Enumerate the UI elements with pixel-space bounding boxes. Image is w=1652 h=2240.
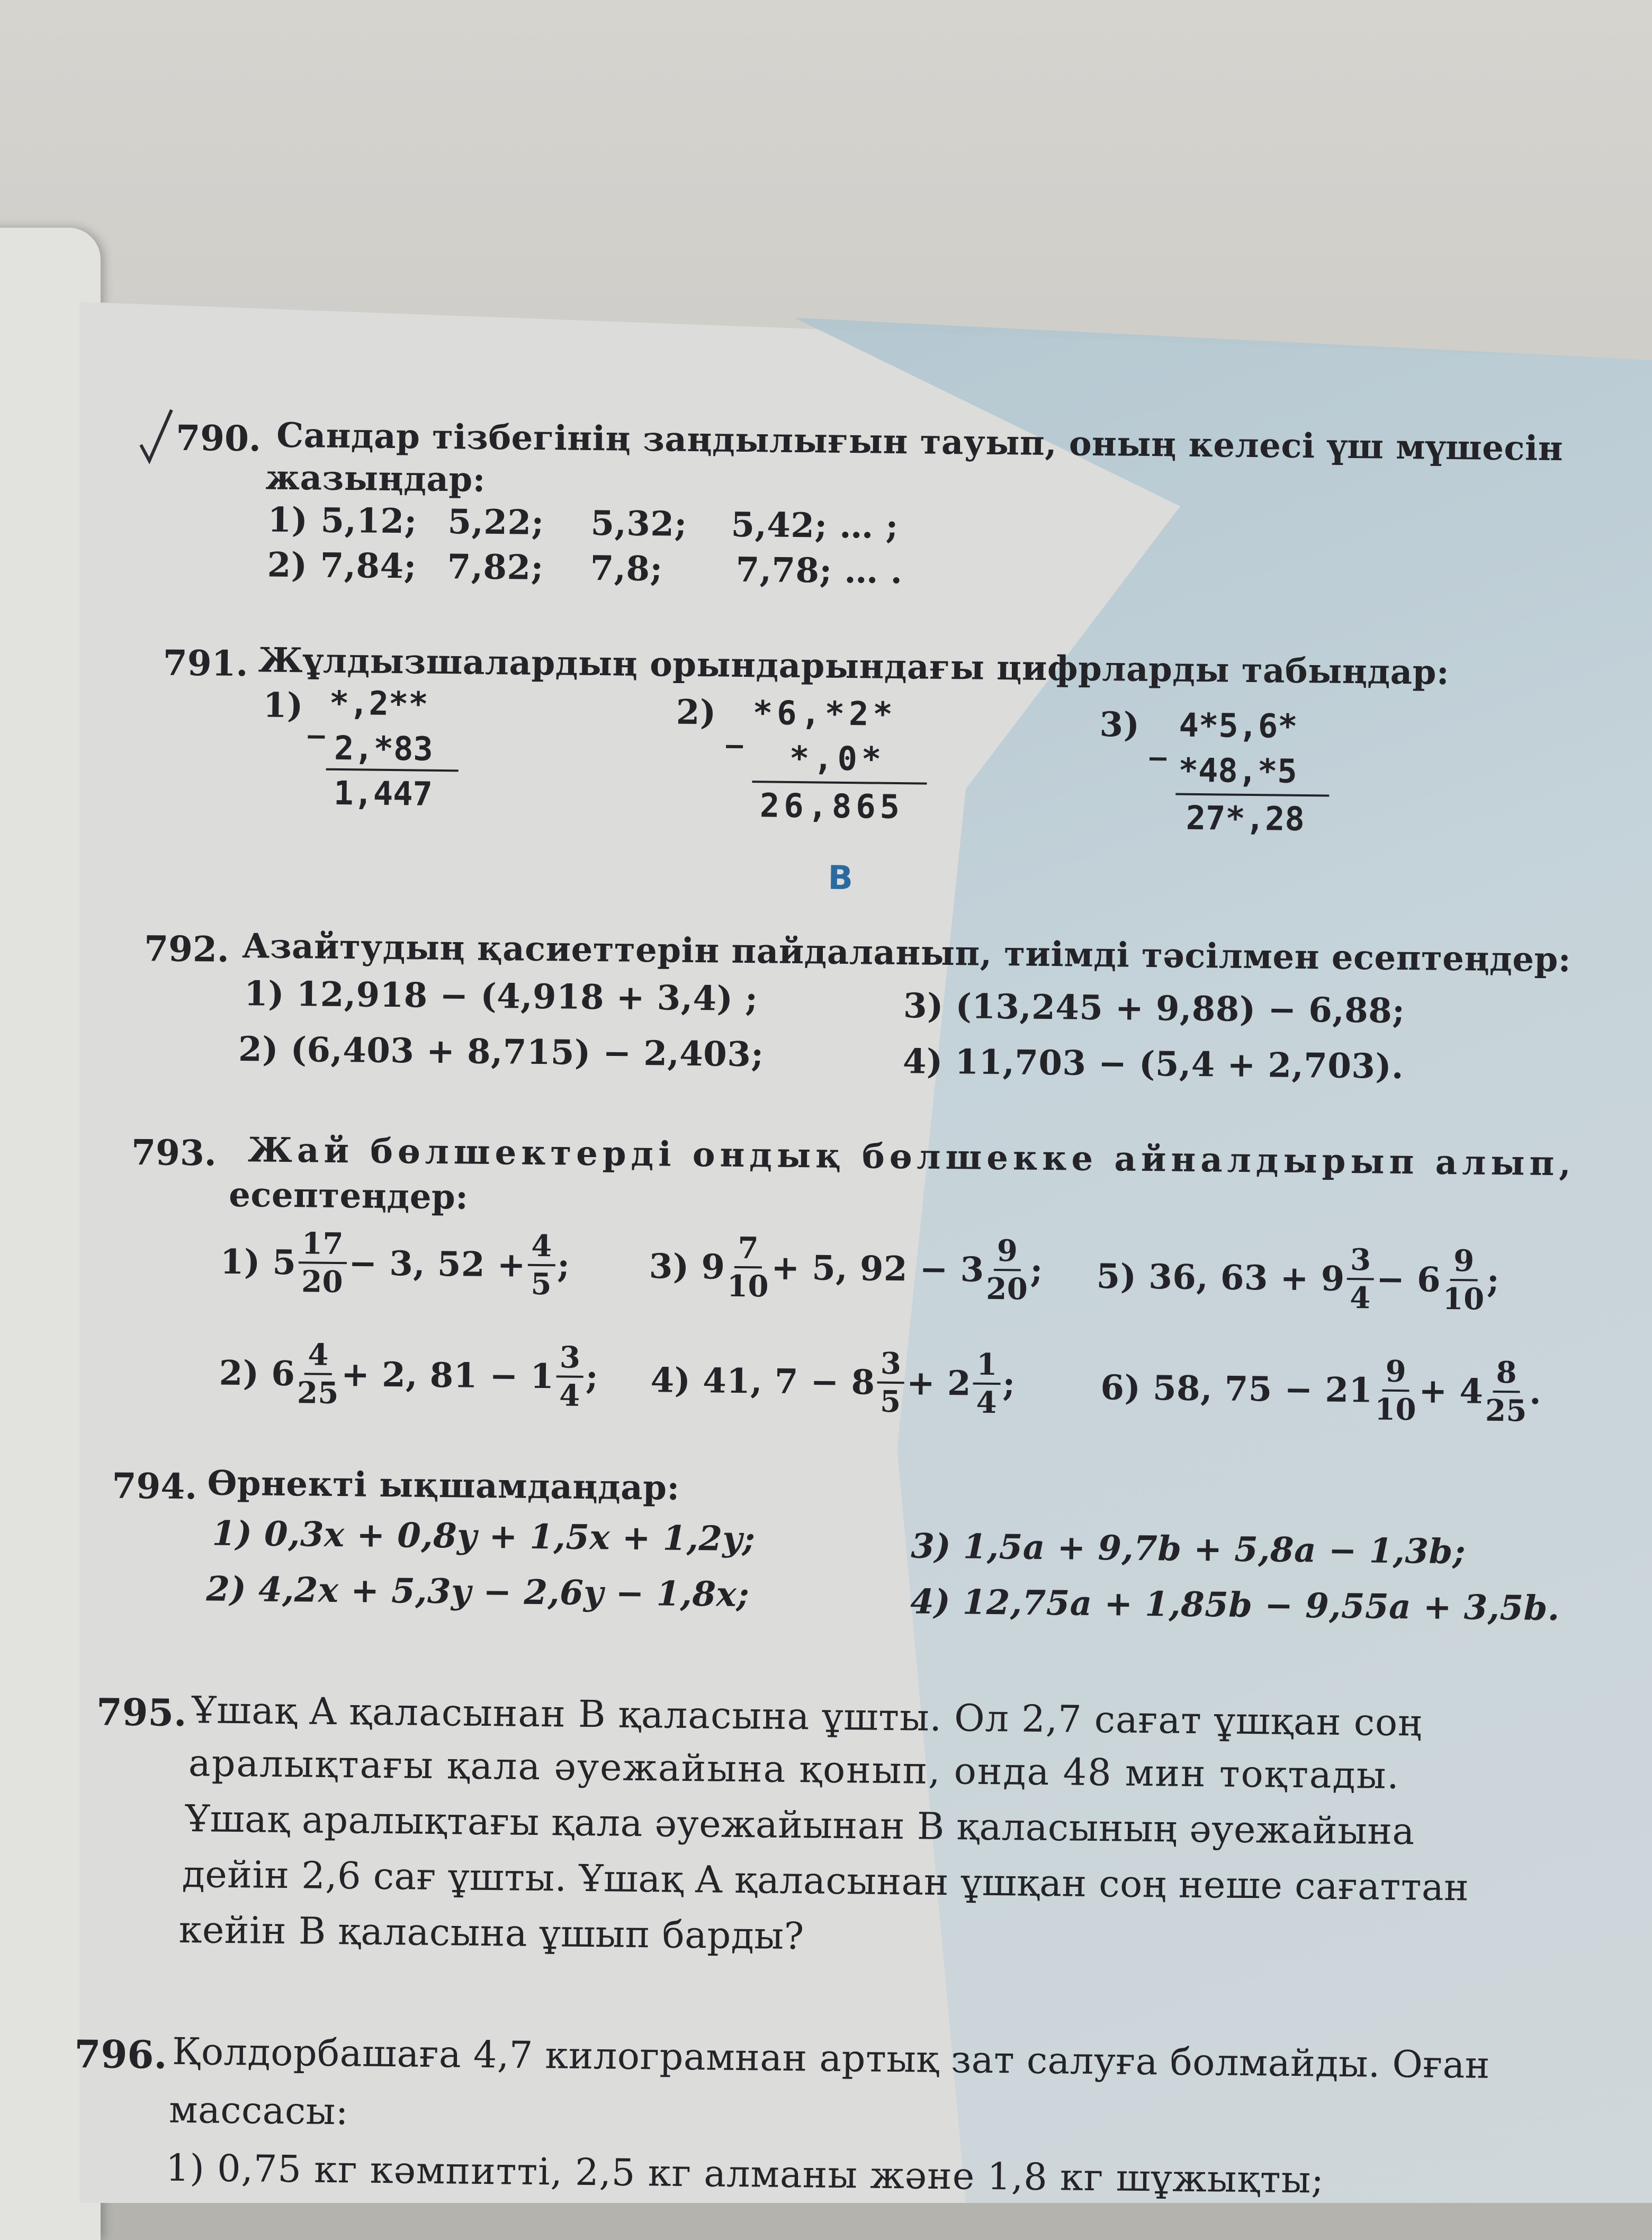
problem-791-c2-bottom: *,0* xyxy=(789,738,886,778)
problem-793-expr5 xyxy=(1096,1242,1500,1317)
problem-791-c2-top: *6,*2* xyxy=(752,693,897,733)
expr-middle: + 5, 92 − 3 xyxy=(771,1248,985,1290)
problem-790-text: Сандар тізбегінің заңдылығын тауып, оның келесі үш мүшесін xyxy=(276,415,1564,469)
denominator: 4 xyxy=(1349,1280,1371,1316)
problem-793-expr2 xyxy=(219,1339,599,1411)
problem-796-line: массасы: xyxy=(168,2087,349,2134)
expr-middle: − 3, 52 + xyxy=(348,1243,526,1285)
whole-part: 9 xyxy=(701,1247,725,1287)
problem-790-number: 790. xyxy=(175,417,262,460)
problem-794-text: Өрнекті ықшамдаңдар: xyxy=(207,1463,680,1508)
problem-791-c3-bottom: *48,*5 xyxy=(1178,750,1298,791)
problem-794-item2: 2) 4,2x + 5,3y − 2,6y − 1,8x; xyxy=(206,1569,750,1615)
expr-end: ; xyxy=(557,1245,570,1286)
fraction xyxy=(1442,1243,1485,1317)
problem-795-line: кейін B қаласына ұшып барды? xyxy=(178,1907,805,1958)
section-b-heading: В xyxy=(828,858,854,898)
fraction xyxy=(527,1228,555,1302)
numerator: 9 xyxy=(993,1236,1021,1271)
denominator: 10 xyxy=(1374,1392,1417,1428)
problem-791-c3-result: 27*,28 xyxy=(1186,798,1305,839)
problem-790-text-cont: жазыңдар: xyxy=(265,458,486,500)
problem-796-line: Қолдорбашаға 4,7 килограмнан артық зат салуға болмайды. Оған xyxy=(172,2029,1491,2087)
fraction xyxy=(1374,1354,1417,1428)
problem-793-expr6 xyxy=(1100,1354,1542,1429)
problem-791-c3-label: 3) xyxy=(1099,705,1140,745)
problem-795-line: Ұшақ A қаласынан B қаласына ұшты. Ол 2,7 сағат ұшқан соң xyxy=(191,1688,1423,1745)
problem-794-number: 794. xyxy=(112,1465,197,1508)
fraction xyxy=(297,1337,339,1411)
expr-middle: + 4 xyxy=(1418,1370,1484,1412)
problem-793-expr1 xyxy=(220,1228,570,1300)
problem-790-row1-label: 1) xyxy=(267,500,308,541)
problem-793-expr4 xyxy=(650,1346,1016,1421)
expr-label: 2) xyxy=(219,1353,259,1393)
fraction xyxy=(877,1346,905,1420)
problem-795-number: 795. xyxy=(96,1690,187,1735)
problem-792-text: Азайтудың қасиеттерін пайдаланып, тиімді тәсілмен есептеңдер: xyxy=(241,926,1572,980)
problem-794-item4: 4) 12,75a + 1,85b − 9,55a + 3,5b. xyxy=(910,1582,1560,1629)
expr-label: 5) xyxy=(1096,1256,1137,1297)
expr-middle: + 2, 81 − 1 xyxy=(340,1354,554,1396)
expr-end: ; xyxy=(1002,1364,1016,1404)
fraction xyxy=(973,1347,1001,1421)
numerator: 3 xyxy=(1347,1245,1375,1280)
fraction xyxy=(726,1230,769,1304)
expr-prefix: 36, 63 + 9 xyxy=(1148,1257,1345,1299)
subtraction-line xyxy=(326,768,459,772)
problem-791-text: Жұлдызшалардың орындарындағы цифрларды табыңдар: xyxy=(258,640,1450,693)
problem-791-c1-label: 1) xyxy=(263,685,304,726)
numerator: 3 xyxy=(877,1349,905,1384)
problem-792-number: 792. xyxy=(143,928,230,970)
problem-796-line: 1) 0,75 кг кәмпитті, 2,5 кг алманы және 1,8 кг шұжықты; xyxy=(165,2146,1325,2202)
fraction xyxy=(1346,1242,1375,1316)
problem-795-line: дейін 2,6 сағ ұшты. Ұшақ A қаласынан ұшқан соң неше сағаттан xyxy=(182,1852,1469,1910)
problem-792-item3: 3) (13,245 + 9,88) − 6,88; xyxy=(903,986,1405,1032)
problem-791-c2-result: 26,865 xyxy=(759,786,904,827)
problem-790-row2-term: 7,78; … . xyxy=(735,550,903,592)
problem-791-number: 791. xyxy=(163,642,248,685)
problem-790-row1-term: 5,12; xyxy=(320,500,417,542)
fraction xyxy=(298,1226,347,1300)
problem-793-text-cont: есептеңдер: xyxy=(228,1175,469,1217)
denominator: 10 xyxy=(1442,1281,1485,1317)
denominator: 20 xyxy=(985,1271,1028,1307)
expr-prefix: 58, 75 − 21 xyxy=(1152,1368,1373,1410)
problem-795-line: Ұшақ аралықтағы қала әуежайынан B қаласының әуежайына xyxy=(185,1797,1415,1853)
fraction xyxy=(1485,1355,1528,1429)
numerator: 17 xyxy=(299,1229,347,1264)
expr-end: ; xyxy=(1030,1250,1044,1291)
numerator: 1 xyxy=(973,1350,1001,1385)
minus-sign: _ xyxy=(308,699,326,739)
problem-792-item4: 4) 11,703 − (5,4 + 2,703). xyxy=(902,1042,1404,1087)
expr-end: ; xyxy=(585,1357,599,1397)
problem-793-text: Жай бөлшектерді ондық бөлшекке айналдырып алып, xyxy=(247,1130,1576,1184)
expr-middle: − 6 xyxy=(1376,1259,1441,1300)
denominator: 5 xyxy=(531,1266,552,1302)
denominator: 5 xyxy=(879,1384,902,1420)
whole-part: 6 xyxy=(271,1354,295,1394)
numerator: 4 xyxy=(304,1340,332,1375)
problem-791-c1-bottom: 2,*83 xyxy=(334,728,434,768)
denominator: 25 xyxy=(297,1375,339,1411)
numerator: 4 xyxy=(528,1231,555,1267)
numerator: 9 xyxy=(1382,1357,1409,1392)
problem-792-item1: 1) 12,918 − (4,918 + 3,4) ; xyxy=(244,974,758,1019)
problem-790-row1-term: 5,42; … ; xyxy=(731,505,899,547)
problem-794-item3: 3) 1,5a + 9,7b + 5,8a − 1,3b; xyxy=(910,1526,1466,1572)
denominator: 4 xyxy=(976,1385,998,1421)
problem-794-item1: 1) 0,3x + 0,8y + 1,5x + 1,2y; xyxy=(212,1513,756,1560)
minus-sign: _ xyxy=(1149,721,1168,761)
denominator: 25 xyxy=(1485,1393,1528,1429)
expr-label: 1) xyxy=(220,1242,261,1282)
problem-796-number: 796. xyxy=(74,2031,168,2077)
expr-middle: + 2 xyxy=(906,1363,972,1404)
fraction xyxy=(556,1342,584,1411)
numerator: 8 xyxy=(1493,1358,1520,1393)
subtraction-line xyxy=(1175,793,1329,797)
problem-791-c2-label: 2) xyxy=(676,692,717,733)
problem-790-row2-term: 7,82; xyxy=(447,547,544,588)
problem-793-number: 793. xyxy=(131,1131,217,1174)
expr-label: 3) xyxy=(649,1246,690,1287)
numerator: 9 xyxy=(1450,1246,1478,1282)
expr-end: . xyxy=(1529,1372,1542,1412)
problem-790-row2-term: 7,84; xyxy=(320,545,417,587)
numerator: 3 xyxy=(556,1342,584,1378)
problem-792-item2: 2) (6,403 + 8,715) − 2,403; xyxy=(238,1029,764,1075)
problem-790-row1-term: 5,22; xyxy=(447,502,544,543)
expr-label: 4) xyxy=(650,1360,691,1401)
subtraction-line xyxy=(752,781,927,784)
whole-part: 5 xyxy=(272,1242,297,1283)
fraction xyxy=(985,1233,1028,1307)
problem-791-c1-top: *,2** xyxy=(329,683,429,723)
denominator: 10 xyxy=(726,1268,769,1304)
problem-793-expr3 xyxy=(649,1230,1044,1307)
expr-end: ; xyxy=(1486,1260,1500,1301)
problem-790-row2-term: 7,8; xyxy=(590,548,663,589)
denominator: 4 xyxy=(559,1378,580,1413)
problem-790-row2-label: 2) xyxy=(267,545,308,586)
expr-label: 6) xyxy=(1100,1367,1141,1408)
problem-795-line: аралықтағы қала әуежайына қонып, онда 48 мин тоқтады. xyxy=(188,1741,1400,1798)
problem-791-c3-top: 4*5,6* xyxy=(1179,705,1298,746)
minus-sign: _ xyxy=(726,709,744,749)
denominator: 20 xyxy=(301,1264,344,1300)
problem-791-c1-result: 1,447 xyxy=(333,773,433,813)
problem-790-row1-term: 5,32; xyxy=(590,503,687,544)
numerator: 7 xyxy=(734,1233,762,1269)
expr-prefix: 41, 7 − 8 xyxy=(702,1360,875,1403)
